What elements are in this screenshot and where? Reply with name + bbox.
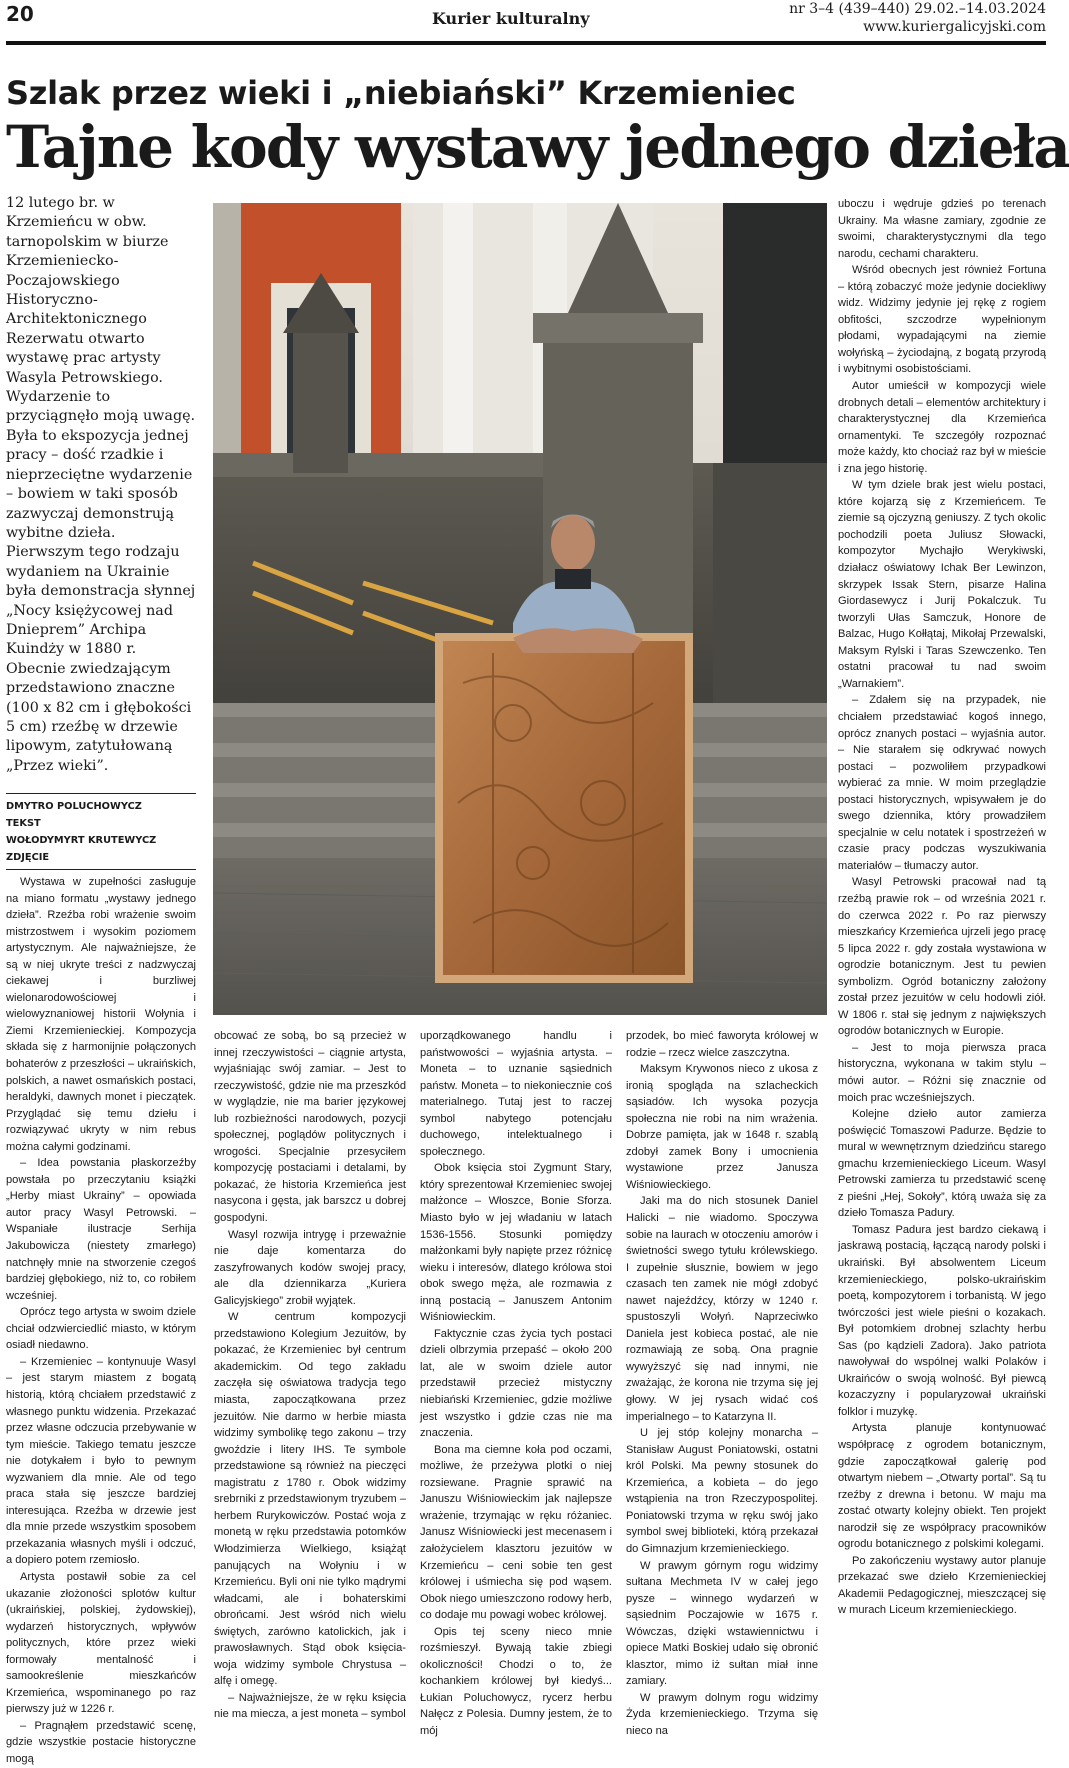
author-role: TEKST	[6, 818, 41, 829]
paragraph: Kolejne dzieło autor zamierza poświęcić Tomaszowi Padurze. Będzie to mural w wewnętrznym dziedzińcu starego gmachu krzemienieckiego Liceum. Wasyl Petrowski zamierza tu przedstawić scenę z pieśni „Hej, Sokoły”, którą uważa się za dzieło Tomasza Padury.	[838, 1108, 1046, 1220]
article-lead: 12 lutego br. w Krzemieńcu w obw. tarnopolskim w biurze Krzemieniecko-Poczajowskiego Historyczno-Architektonicznego Rezerwatu otwarto wystawę prac artysty Wasyla Petrowskiego. Wydarzenie to przyciągnęło moją uwagę. Była to ekspozycja jednej pracy – dość rzadkie i nieprzeciętne wydarzenie – bowiem w taki sposób zazwyczaj demonstrują wybitne dzieła. Pierwszym tego rodzaju wydaniem na Ukrainie była demonstracja słynnej „Nocy księżycowej nad Dnieprem” Archipa Kuindży w 1880 r. Obecnie zwiedzającym przedstawiono znaczne (100 x 82 cm i głębokości 5 cm) rzeźbę w drzewie lipowym, zatytułowaną „Przez wieki”.	[6, 195, 196, 774]
paragraph: Bona ma ciemne koła pod oczami, możliwe, że przeżywa plotki o niej rozsiewane. Pragnie sprawić na Januszu Wiśniowieckim jak najlepsze wrażenie, trzymając w ręku różaniec. Janusz Wiśniowiecki jest mecenasem i założycielem klasztoru jezuitów w Krzemieńcu – ceni sobie ten gest królowej i uśmiecha się pod wąsem. Obok niego umieszczono rodowy herb, co dodaje mu powagi wobec królowej.	[420, 1443, 612, 1622]
article-photo	[213, 203, 827, 1015]
paragraph: uboczu i wędruje gdzieś po terenach Ukrainy. Ma własne zamiary, zgodnie ze swoimi, charakterystycznymi dla tego narodu, cechami charakteru.	[838, 198, 1046, 260]
article-credits	[6, 793, 196, 870]
paragraph: Oprócz tego artysta w swoim dziele chciał odzwierciedlić miasto, w którym osiadł niedawno.	[6, 1306, 196, 1352]
article-column-2	[214, 1028, 406, 1721]
paragraph: W tym dziele brak jest wielu postaci, które kojarzą się z Krzemieńcem. Te ziemie są ojczyzną geniuszy. Z tych okolic pochodzili poeta Juliusz Słowacki, kompozytor Mychajło Werykiwski, działacz oświatowy Ichak Ber Lewinzon, skrzypek Issak Stern, pisarze Halina Giordasewycz i Jurij Pokalczuk. Tu tworzyli Ułas Samczuk, Honore de Balzac, Hugo Kołłątaj, Mikołaj Przewalski, Maksym Rylski i Taras Szewczenko. Ten ostatni pracował tu nad swoim „Warnakiem”.	[838, 479, 1046, 690]
paragraph: W centrum kompozycji przedstawiono Kolegium Jezuitów, by pokazać, że Krzemieniec był centrum akademickim. Od tego zakładu zaczęła się oświatowa tradycja tego miasta, zapoczątkowana przez jezuitów. Nie darmo w herbie miasta widzimy symbolikę tego zakonu – trzy gwoździe i litery IHS. Te symbole przedstawione są również na pieczęci magistratu z 1780 r. Obok widzimy srebrniki z przedstawionym tryzubem –herbem Rurykowiczów. Postać woja z monetą w ręku przedstawia potomków Włodzimierza Wielkiego, książąt panujących na Wołyniu i w Krzemieńcu. Byli oni nie tylko mądrymi władcami, ale i bohaterskimi obrońcami. Jest wśród nich wielu świętych, zarówno katolickich, jak i prawosławnych. Stąd obok księcia-woja widzimy symbole Chrystusa – alfę i omegę.	[214, 1311, 406, 1688]
article-column-3	[420, 1028, 612, 1737]
paragraph: Wasyl Petrowski pracował nad tą rzeźbą prawie rok – od września 2021 r. do czerwca 2022 r. Po raz pierwszy mieszkańcy Krzemieńca ujrzeli jego pracę 5 lipca 2022 r. gdy została wystawiona w ogrodzie botanicznym. Jest tu pewien symbolizm. Ogród botaniczny założony został przez jezuitów w celu hodowli ziół. W 1806 r. stał się jednym z największych ogrodów botanicznych w Europie.	[838, 876, 1046, 1038]
photographer-role: ZDJĘCIE	[6, 852, 50, 863]
paragraph: Artysta postawił sobie za cel ukazanie złożoności splotów kultur (ukraińskiej, polskiej, żydowskiej), wydarzeń historycznych, wpływów politycznych, które przez wieki formowały mentalność i samookreślenie mieszkańców Krzemieńca, wspominanego po raz pierwszy już w 1226 r.	[6, 1570, 196, 1716]
paragraph: Artysta planuje kontynuować współpracę z ogrodem botanicznym, gdzie zapoczątkował galerię pod otwartym niebem – „Otwarty portal”. Są tu rzeźby z drewna i betonu. W maju ma zostać otwarty kolejny obiekt. Ten projekt narodził się ze współpracy pracowników ogrodu botanicznego z polskimi kolegami.	[838, 1422, 1046, 1551]
paragraph: Wystawa w zupełności zasługuje na miano formatu „wystawy jednego dzieła”. Rzeźba robi wrażenie swoim mistrzostwem i wysokim poziomem artystycznym. Ale najważniejsze, że są w niej ukryte treści z nadzwyczaj ciekawej i burzliwej wielonarodowościowej i wielowyznaniowej historii Wołynia i Ziemi Krzemienieckiej. Kompozycja składa się z harmonijnie połączonych bohaterów z przeszłości – ukraińskich, polskich, a nawet osmańskich postaci, heraldyki, dawnych monet i pieczątek. Przyglądać się temu dziełu i rozwiązywać ukryty w nim rebus można całymi godzinami.	[6, 876, 196, 1153]
paragraph: obcować ze sobą, bo są przecież w innej rzeczywistości – ciągnie artysta, wyjaśniając swój zamiar. – Jest to rzeczywistość, gdzie nie ma przeszkód w wyglądzie, nie ma barier językowej lub rozbieżności narodowych, pozycji społecznej, poglądów politycznych i wrogości. Specjalnie przesyciłem kompozycję postaciami i detalami, by pokazać, że historia Krzemieńca jest nasycona i gęsta, jak barszcz u dobrej gospodyni.	[214, 1030, 406, 1225]
photographer-name: WOŁODYMYRT KRUTEWYCZ	[6, 835, 157, 846]
article-headline: Tajne kody wystawy jednego dzieła	[6, 113, 1069, 181]
header-rule	[6, 41, 1046, 45]
paragraph: – Krzemieniec – kontynuuje Wasyl – jest starym miastem z bogatą historią, którą chciałem przedstawić z własnego punktu widzenia. Przekazać przez własne odczucia przebywanie w tym mieście. Takiego tematu jeszcze nie dotykałem i było to pewnym wyzwaniem dla mnie. Ale od tego praca stała się jeszcze bardziej interesująca. Rzeźba w drzewie jest dla mnie przede wszystkim sposobem przekazania własnych myśli i odczuć, a dopiero potem rzemiosło.	[6, 1355, 196, 1567]
page-header	[6, 0, 1046, 44]
paragraph: W prawym górnym rogu widzimy sułtana Mechmeta IV w całej jego pysze – winnego wydarzeń w sąsiednim Poczajowie w 1675 r. Wówczas, dzięki wstawiennictwu i opiece Matki Boskiej udało się obronić klasztor, mimo iż sułtan miał inne zamiary.	[626, 1559, 818, 1688]
paragraph: – Najważniejsze, że w ręku księcia nie ma miecza, a jest moneta – symbol	[214, 1691, 406, 1721]
paragraph: U jej stóp kolejny monarcha – Stanisław August Poniatowski, ostatni król Polski. Ma pewny stosunek do Krzemieńca, a kobieta – do jego wstąpienia na tron Rzeczypospolitej. Poniatowski trzyma w ręku swój jako symbol swej biblioteki, którą przekazał do Gimnazjum krzemienieckiego.	[626, 1427, 818, 1555]
article-kicker: Szlak przez wieki i „niebiański” Krzemieniec	[6, 74, 796, 112]
paragraph: Jaki ma do nich stosunek Daniel Halicki – nie wiadomo. Spoczywa sobie na laurach w otoczeniu amorów i świetności swego tytułu królewskiego. I zupełnie słusznie, bowiem w jego czasach ten zamek nie mógł zdobyć nawet najeźdźcy, którzy w 1240 r. spustoszyli Wołyń. Naprzeciwko Daniela jest kobieca postać, ale nie rozmawiają ze sobą. Ona pragnie wywyższyć się nad innymi, nie zważając, że korona nie trzyma się jej głowy. W jej rysach widać coś imperialnego – to Katarzyna II.	[626, 1195, 818, 1423]
paragraph: Maksym Krywonos nieco z ukosa z ironią spogląda na szlacheckich sąsiadów. Ich wysoka pozycja społeczna nie robi na nim wrażenia. Dobrze pamięta, jak w 1648 r. szablą zdobył zamek Bony i umocnienia wystawione przez Janusza Wiśniowieckiego.	[626, 1063, 818, 1191]
paragraph: Po zakończeniu wystawy autor planuje przekazać swe dzieło Krzemienieckiej Akademii Pedagogicznej, mieszczącej się w murach Liceum krzemienieckiego.	[838, 1554, 1046, 1617]
paragraph: Wśród obecnych jest również Fortuna – którą zobaczyć może jedynie dociekliwy widz. Widzimy jedynie jej rękę z rogiem obfitości, szczodrze wypełnionym płodami, wypadającymi na ziemie wołyńską – życiodajną, z bogatą przyrodą i wybitnymi osobistościami.	[838, 264, 1046, 376]
paragraph: – Pragnąłem przedstawić scenę, gdzie wszystkie postacie historyczne mogą	[6, 1719, 196, 1765]
paragraph: przodek, bo mieć faworyta królowej w rodzie – rzecz wielce zaszczytna.	[626, 1030, 818, 1059]
paragraph: – Zdałem się na przypadek, nie chciałem przedstawiać kogoś innego, oprócz znanych postaci – wyjaśnia autor. – Nie starałem się odkrywać nowych postaci – pozwoliłem przypadkowi wybierać za mnie. W moim przeglądzie postaci historycznych, wpisywałem je do swego dziennika, który prowadziłem specjalnie w celu notatek i spostrzeżeń w czasie pracy podczas wyszukiwania materiałów – tłumaczy autor.	[838, 694, 1046, 872]
paragraph: – Idea powstania płaskorzeźby powstała po przeczytaniu książki „Herby miast Ukrainy” – opowiada autor pracy Wasyl Petrowski. – Wspaniałe ilustracje Serhija Jakubowicza (niestety zmarłego) natchnęły mnie na stworzenie czegoś bardziej głębokiego, niż to, co robiłem wcześniej.	[6, 1157, 196, 1302]
author-name: DMYTRO POLUCHOWYCZ	[6, 801, 142, 812]
paragraph: W prawym dolnym rogu widzimy Żyda krzemienieckiego. Trzyma się nieco na	[626, 1691, 818, 1737]
paragraph: Wasyl rozwija intrygę i przeważnie nie daje komentarza do zaszyfrowanych kodów swojej pracy, ale dla dziennikarza „Kuriera Galicyjskiego” zrobił wyjątek.	[214, 1228, 406, 1307]
paragraph: Obok księcia stoi Zygmunt Stary, który sprezentował Krzemieniec swojej małżonce – Włoszce, Bonie Sforza. Miasto było w jej władaniu w latach 1536-1556. Stosunki pomiędzy małżonkami były napięte przez różnicę wieku i interesów, dlatego królowa stoi obok swego męża, ale rozmawia z inną postacią – Januszem Antonim Wiśniowieckim.	[420, 1162, 612, 1324]
article-column-5	[838, 196, 1046, 1629]
publication-name: Kurier kulturalny	[432, 9, 590, 28]
page-number: 20	[6, 2, 34, 26]
article-column-1	[6, 874, 196, 1765]
paragraph: – Jest to moja pierwsza praca historyczna, wykonana w takim stylu – mówi autor. – Różni się znacznie od moich prac wcześniejszych.	[838, 1041, 1046, 1104]
issue-number: nr 3–4 (439–440) 29.02.–14.03.2024	[789, 1, 1046, 17]
paragraph: Tomasz Padura jest bardzo ciekawą i jaskrawą postacią, łączącą narody polski i ukraiński. Był absolwentem Liceum krzemienieckiego, polsko-ukraińskim poetą, kompozytorem i torbanistą. W jego twórczości jest wiele pieśni o kozakach. Był potomkiem drobnej szlachty herbu Sas (po kądzieli Zadora). Jako patriota nawoływał do wspólnej walki Polaków i Ukraińców o swoją wolność. Był piewcą kozaczyzny i popularyzował ukraiński folklor i muzykę.	[838, 1223, 1046, 1418]
article-column-4	[626, 1028, 818, 1737]
website-link[interactable]: www.kuriergalicyjski.com	[863, 19, 1046, 35]
paragraph: Faktycznie czas życia tych postaci dzieli olbrzymia przepaść – około 200 lat, ale w swoim dziele autor przedstawił przecież mistyczny niebiański Krzemieniec, gdzie możliwe jest wszystko i gdzie czas nie ma znaczenia.	[420, 1327, 612, 1440]
paragraph: uporządkowanego handlu i państwowości – wyjaśnia artysta. – Moneta – to uznanie sąsiednich państw. Moneta – to niekoniecznie coś materialnego. Tutaj jest to raczej symbol nabytego potencjału duchowego, intelektualnego i społecznego.	[420, 1030, 612, 1158]
paragraph: Opis tej sceny nieco mnie rozśmieszył. Bywają takie zbiegi okoliczności! Chodzi o to, że kochankiem królowej był kiedyś... Łukian Poluchowycz, rycerz herbu Nałęcz z Polesia. Dumny jestem, że to mój	[420, 1625, 612, 1737]
issue-info	[789, 0, 1046, 36]
paragraph: Autor umieścił w kompozycji wiele drobnych detali – elementów architektury i charakterystycznej dla Krzemieńca ornamentyki. Te szczegóły rozpoznać może każdy, kto chociaż raz był w mieście i zna jego historię.	[838, 380, 1046, 475]
